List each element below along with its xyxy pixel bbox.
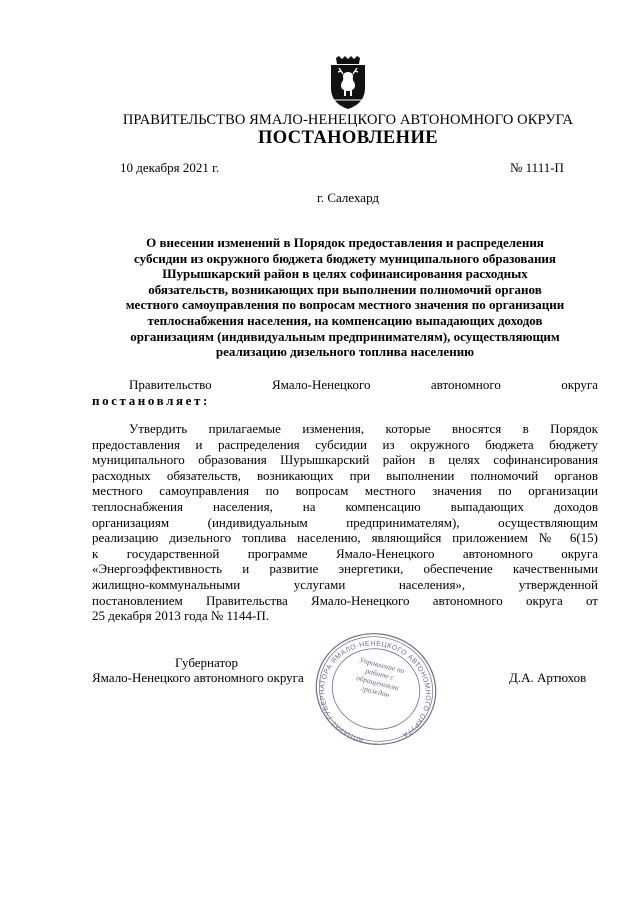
heading-line: реализацию дизельного топлива населению — [215, 344, 475, 360]
heading-line: обязательств, возникающих при выполнении полномочий органов — [148, 281, 542, 297]
coat-of-arms-icon — [328, 56, 368, 110]
stamp-center-text: Управление по работе с обращениями граждан — [355, 655, 406, 700]
body-line: 25 декабря 2013 года № 1144-П. — [92, 608, 270, 624]
body-line: местного самоуправления по вопросам местного значения по организации — [92, 483, 598, 499]
preamble — [92, 377, 598, 409]
body-line: постановлением Правительства Ямало-Ненецкого автономного округа от — [92, 592, 598, 608]
body-line: организациям (индивидуальным предпринимателям), осуществляющим — [92, 514, 598, 530]
document-type: ПОСТАНОВЛЕНИЕ — [257, 128, 438, 148]
body-line: к государственной программе Ямало-Ненецкого автономного округа — [92, 545, 598, 561]
heading-line: местного самоуправления по вопросам местного значения по организации — [125, 297, 565, 313]
body-line: Утвердить прилагаемые изменения, которые вносятся в Порядок — [129, 421, 598, 436]
document-number: № 1111-П — [510, 160, 564, 175]
document-heading — [90, 235, 600, 360]
preamble-word: Ямало-Ненецкого — [271, 377, 371, 392]
government-title: ПРАВИТЕЛЬСТВО ЯМАЛО-НЕНЕЦКОГО АВТОНОМНОГО ОКРУГА — [122, 112, 574, 128]
body-line: жилищно-коммунальными услугами населения», утвержденной — [92, 576, 598, 592]
preamble-word: Правительство — [129, 377, 212, 392]
resolves-word: постановляет: — [92, 393, 210, 408]
preamble-word: округа — [561, 377, 598, 392]
document-date: 10 декабря 2021 г. — [120, 160, 220, 175]
signer-position: Губернатор — [175, 655, 238, 670]
stamp-ring-text: АППАРАТ ГУБЕРНАТОРА ЯМАЛО-НЕНЕЦКОГО АВТОНОМНОГО ОКРУГА — [319, 640, 431, 744]
body-line: расходных обязательств, возникающих при выполнении полномочий органов — [92, 467, 598, 483]
official-stamp — [312, 630, 440, 748]
body-line: теплоснабжения населения, на компенсацию выпадающих доходов — [92, 498, 598, 514]
preamble-word: автономного — [430, 377, 501, 392]
body-line: «Энергоэффективность и развитие энергетики, обеспечение качественными — [92, 561, 598, 577]
body-paragraph — [92, 421, 598, 624]
heading-line: Шурышкарский район в целях софинансирования расходных — [162, 266, 528, 282]
signer-name: Д.А. Артюхов — [509, 670, 587, 685]
heading-line: субсидии из окружного бюджета бюджету муниципального образования — [134, 250, 556, 266]
body-line: предоставления и распределения субсидии из окружного бюджета бюджету — [92, 436, 598, 452]
body-line: муниципального образования Шурышкарский район в целях софинансирования — [92, 452, 598, 468]
heading-line: теплоснабжения населения, на компенсацию выпадающих доходов — [147, 312, 543, 328]
heading-line: организациям (индивидуальным предпринимателям), осуществляющим — [130, 328, 560, 344]
document-city: г. Салехард — [316, 190, 380, 205]
signer-position-region: Ямало-Ненецкого автономного округа — [92, 670, 304, 685]
heading-line: О внесении изменений в Порядок предоставления и распределения — [146, 235, 544, 250]
preamble-line — [92, 377, 598, 393]
body-line: реализацию дизельного топлива населению, являющийся приложением № 6(15) — [92, 530, 598, 546]
